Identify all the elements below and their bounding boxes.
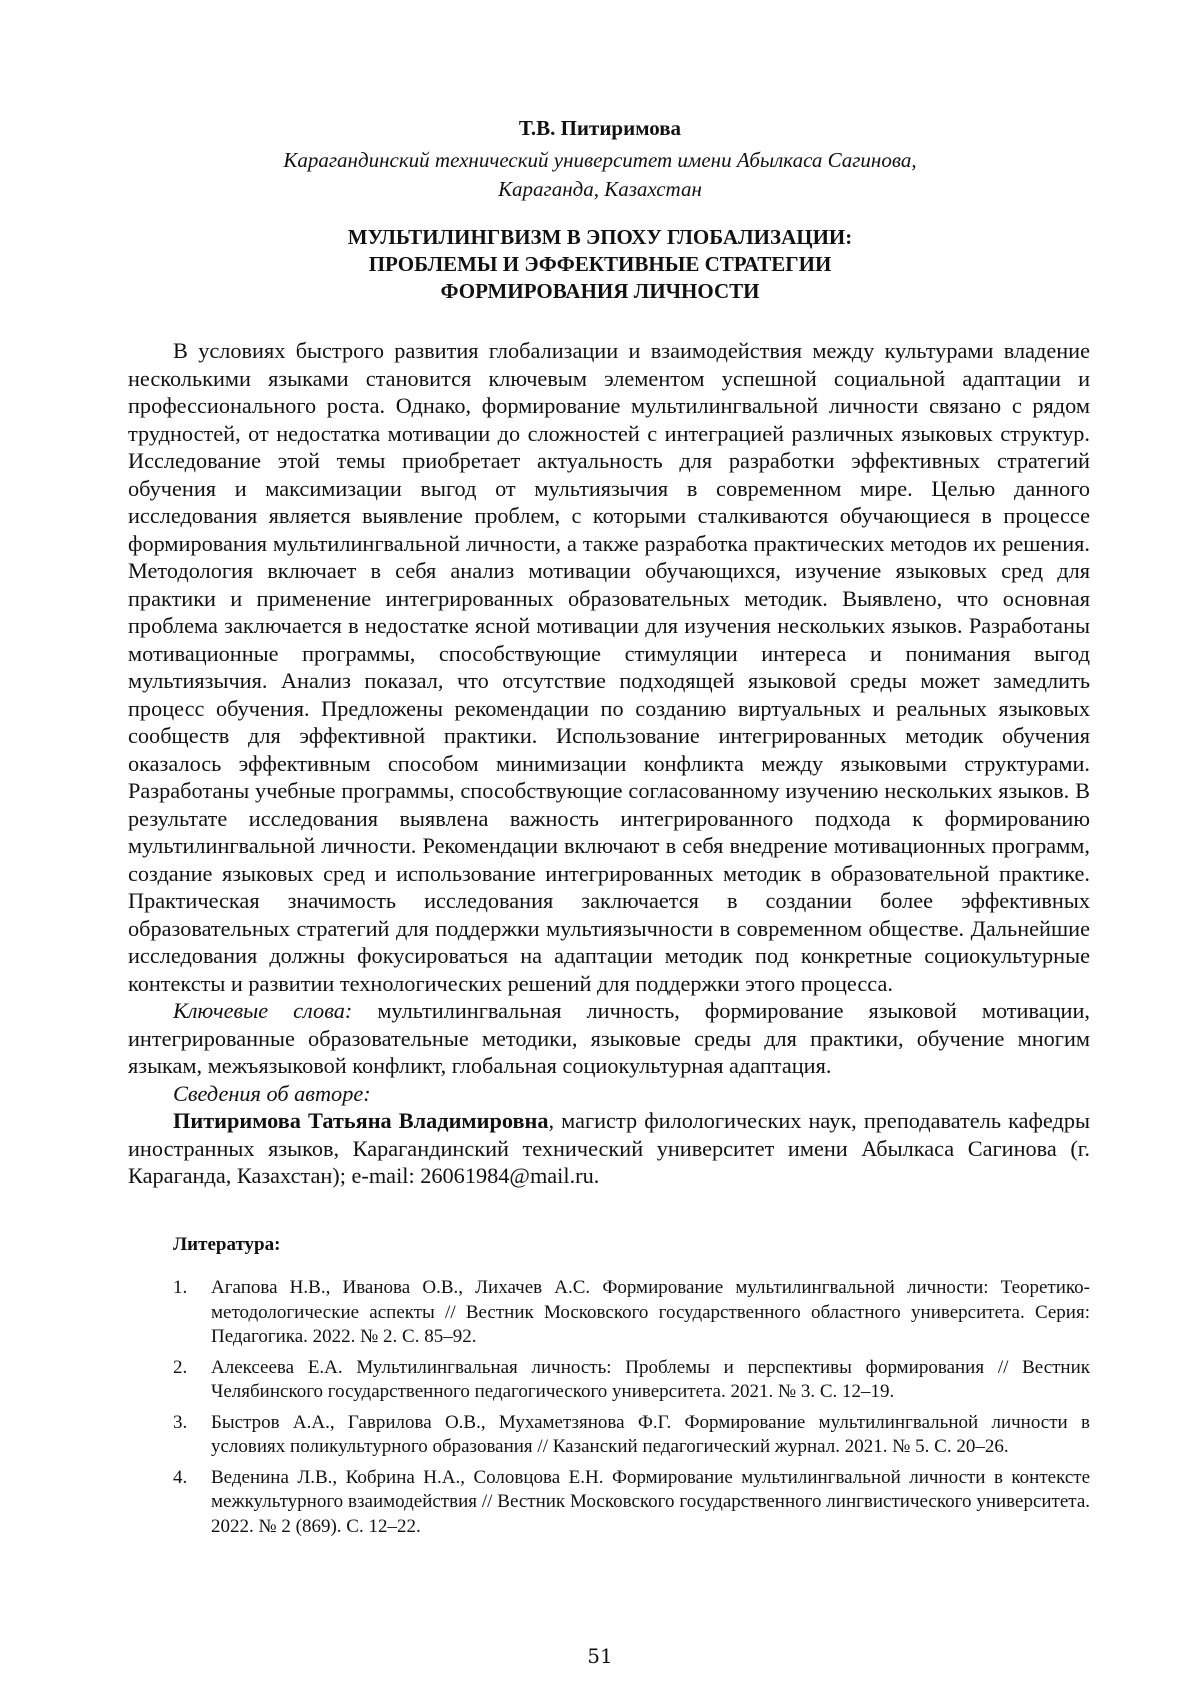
reference-text: Быстров А.А., Гаврилова О.В., Мухаметзянова Ф.Г. Формирование мультилингвальной личности в условиях поликультурного образования // Казанский педагогический журнал. 2021. № 5. С. 20–26.	[211, 1411, 1090, 1457]
reference-text: Веденина Л.В., Кобрина Н.А., Соловцова Е.Н. Формирование мультилингвальной личности в контексте межкультурного взаимодействия // Вестник Московского государственного лингвистического университета. 2022. № 2 (869). С. 12–22.	[211, 1466, 1090, 1537]
affiliation-line-2: Караганда, Казахстан	[498, 177, 702, 201]
page-number: 51	[587, 1644, 613, 1668]
reference-item	[173, 1276, 1090, 1350]
reference-number: 4.	[173, 1466, 188, 1488]
reference-text: Агапова Н.В., Иванова О.В., Лихачев А.С. Формирование мультилингвальной личности: Теоретико-методологические аспекты // Вестник Московского государственного областного университета. Серия: Педагогика. 2022. № 2. С. 85–92.	[211, 1277, 1090, 1347]
author-affiliation	[0, 146, 1200, 204]
references-list	[173, 1276, 1090, 1545]
title-line-3: ФОРМИРОВАНИЯ ЛИЧНОСТИ	[440, 279, 760, 303]
reference-text: Алексеева Е.А. Мультилингвальная личность: Проблемы и перспективы формирования // Вестник Челябинского государственного педагогического университета. 2021. № 3. С. 12–19.	[211, 1356, 1090, 1402]
reference-number: 2.	[173, 1356, 188, 1378]
affiliation-line-1: Карагандинский технический университет имени Абылкаса Сагинова,	[283, 148, 917, 172]
article-title	[0, 224, 1200, 305]
author-name: Т.В. Питиримова	[518, 116, 682, 140]
reference-item	[173, 1356, 1090, 1405]
references-heading: Литература:	[173, 1234, 281, 1255]
title-line-2: ПРОБЛЕМЫ И ЭФФЕКТИВНЫЕ СТРАТЕГИИ	[368, 252, 832, 276]
author-full-name: Питиримова Татьяна Владимировна	[173, 1108, 549, 1133]
abstract-paragraph: В условиях быстрого развития глобализации и взаимодействия между культурами владение несколькими языками становится ключевым элементом успешной социальной адаптации и профессионального роста. Однако, формирование мультилингвальной личности связано с рядом трудностей, от недостатка мотивации до сложностей с интеграцией различных языковых структур. Исследование этой темы приобретает актуальность для разработки эффективных стратегий обучения и максимизации выгод от мультиязычия в современном мире. Целью данного исследования является выявление проблем, с которыми сталкиваются обучающиеся в процессе формирования мультилингвальной личности, а также разработка практических методов их решения. Методология включает в себя анализ мотивации обучающихся, изучение языковых сред для практики и применение интегрированных образовательных методик. Выявлено, что основная проблема заключается в недостатке ясной мотивации для изучения нескольких языков. Разработаны мотивационные программы, способствующие стимуляции интереса и понимания выгод мультиязычия. Анализ показал, что отсутствие подходящей языковой среды может замедлить процесс обучения. Предложены рекомендации по созданию виртуальных и реальных языковых сообществ для эффективной практики. Использование интегрированных методик обучения оказалось эффективным способом минимизации конфликта между языковыми структурами. Разработаны учебные программы, способствующие согласованному изучению нескольких языков. В результате исследования выявлена важность интегрированного подхода к формированию мультилингвальной личности. Рекомендации включают в себя внедрение мотивационных программ, создание языковых сред и использование интегрированных методик в образовательной практике. Практическая значимость исследования заключается в создании более эффективных образовательных стратегий для поддержки мультиязычности в современном обществе. Дальнейшие исследования должны фокусироваться на адаптации методик под конкретные социокультурные контексты и развитии технологических решений для поддержки этого процесса.	[128, 338, 1090, 996]
author-info-text: , магистр филологических наук, преподаватель кафедры иностранных языков, Карагандинский технический университет имени Абылкаса Сагинова (г. Караганда, Казахстан); e-mail: 26061984@mail.ru.	[128, 1108, 1090, 1188]
author-info-paragraph	[128, 1107, 1090, 1190]
title-line-1: МУЛЬТИЛИНГВИЗМ В ЭПОХУ ГЛОБАЛИЗАЦИИ:	[347, 225, 853, 249]
keywords-text: мультилингвальная личность, формирование языковой мотивации, интегрированные образовательные методики, языковые среды для практики, обучение многим языкам, межъязыковой конфликт, глобальная социокультурная адаптация.	[128, 998, 1090, 1078]
reference-item	[173, 1411, 1090, 1460]
reference-number: 3.	[173, 1411, 188, 1433]
keywords-label: Ключевые слова:	[173, 998, 353, 1023]
reference-item	[173, 1466, 1090, 1540]
reference-number: 1.	[173, 1277, 188, 1298]
article-body	[128, 337, 1090, 1190]
keywords-paragraph	[128, 997, 1090, 1080]
author-info-label: Сведения об авторе:	[173, 1080, 371, 1106]
